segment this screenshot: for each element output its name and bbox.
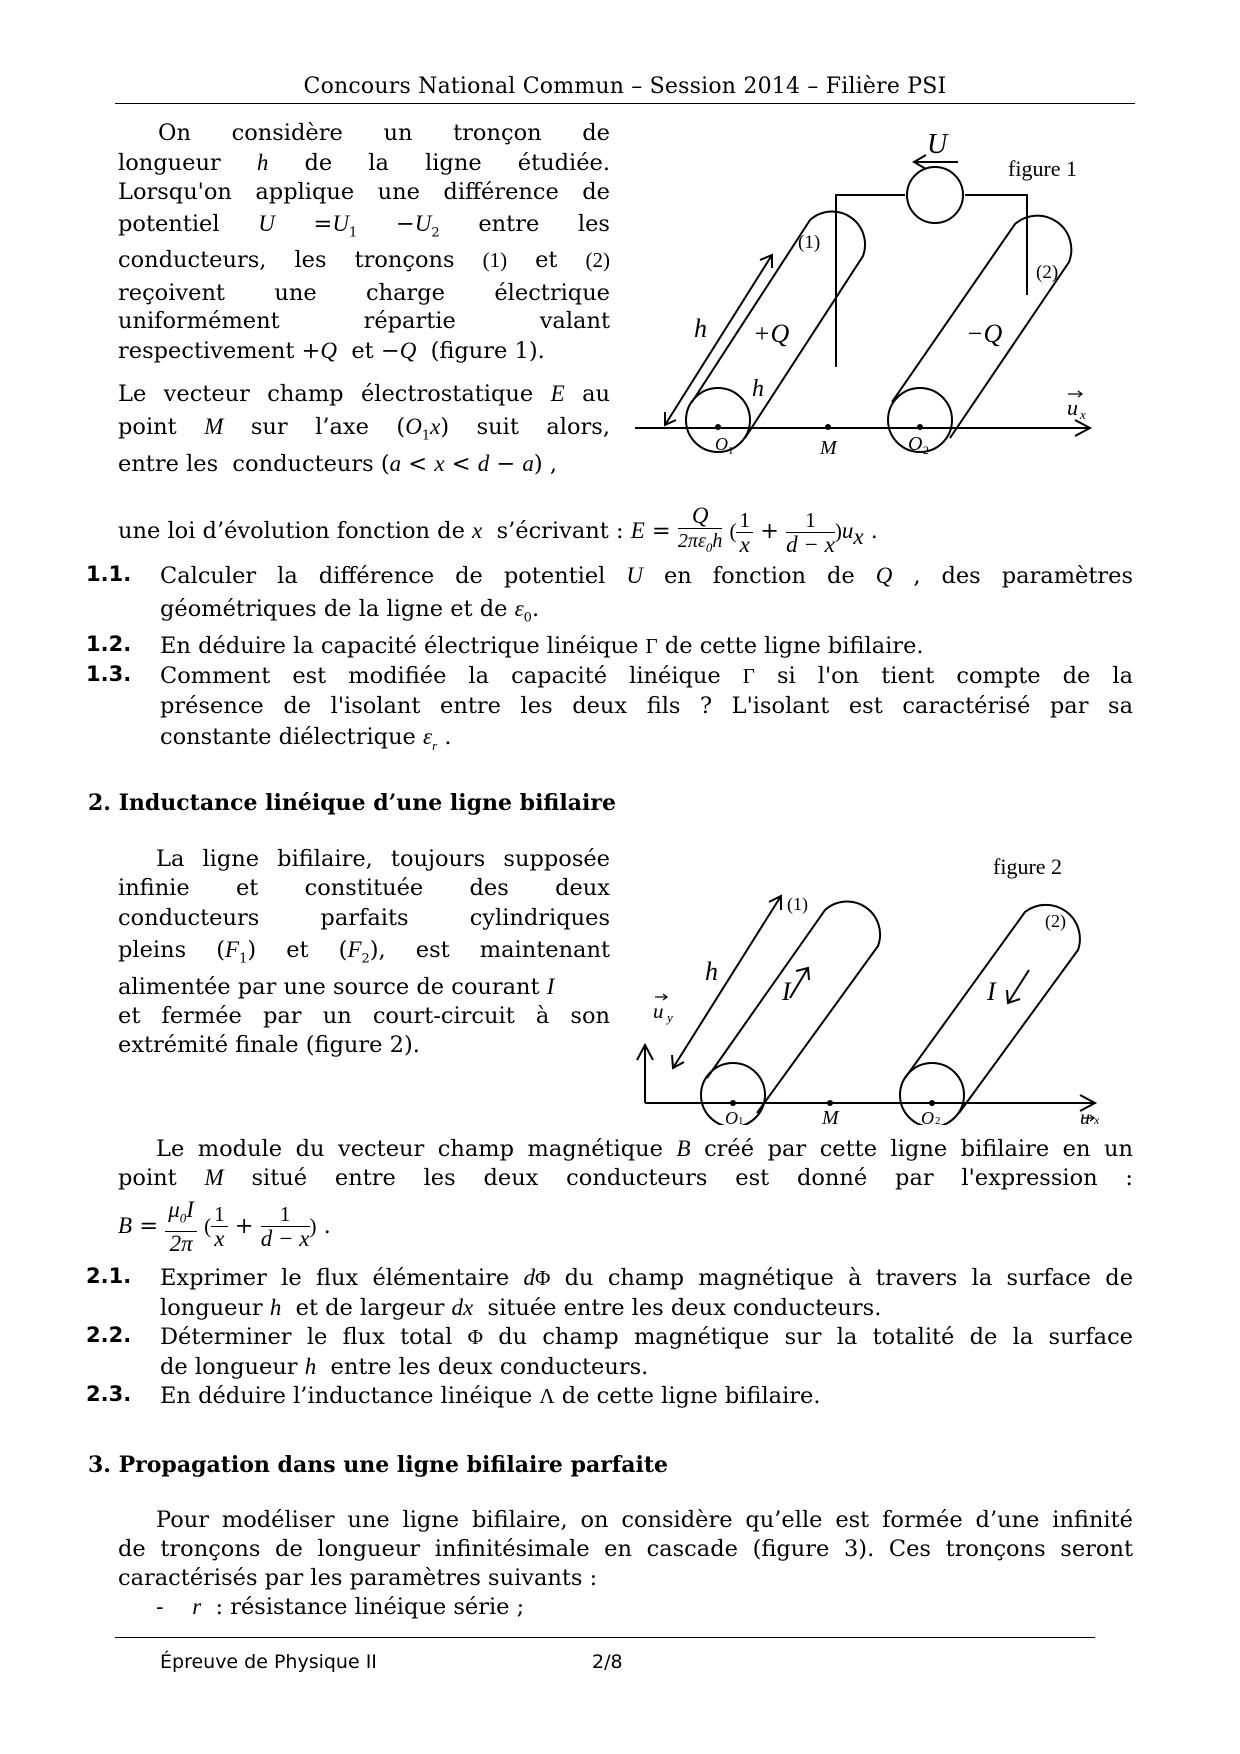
q-2-3-line-1: En déduire l’inductance linéique Λ de cette ligne bifilaire. (160, 1383, 821, 1409)
q-2-2-number: 2.2. (86, 1323, 132, 1347)
q-2-3-number: 2.3. (86, 1382, 132, 1406)
fig1-caption: figure 1 (1008, 156, 1078, 181)
fig2-I-label-1: I (782, 977, 791, 1006)
fig1-O2-sub: 2 (923, 443, 929, 457)
fig1-ux-label: u (1067, 395, 1078, 420)
fig1-conductor-2-label: (2) (1036, 262, 1059, 283)
intro-line-3: Lorsqu'on applique une différence de (118, 179, 610, 205)
fig1-O2-label: O (908, 433, 923, 455)
fig1-O1-label: O (715, 434, 728, 454)
fig2-caption: figure 2 (993, 854, 1063, 879)
q-1-1-line-2: géométriques de la ligne et de $\varepsilon_0$. (160, 596, 540, 626)
intro-line-8: respectivement +Q et −Q (figure 1). (118, 338, 545, 364)
intro-line-2: longueur h de la ligne étudiée. (118, 150, 610, 176)
prop-line-2: de tronçons de longueur infinitésimale en cascade (figure 3). Ces tronçons seront (118, 1536, 1133, 1562)
q-2-2-line-1: Déterminer le flux total Φ du champ magnétique sur la totalité de la surface (160, 1324, 1133, 1350)
fig1-M-label: M (820, 437, 837, 459)
fig2-uy-sub: y (667, 1010, 673, 1025)
fig1-h-label-2: h (752, 376, 764, 402)
prop-list-item-1: - r : résistance linéique série ; (156, 1594, 525, 1620)
intro2-line-2: infinie et constituée des deux (118, 875, 610, 901)
section-2-title: 2. Inductance linéique d’une ligne bifilaire (88, 790, 616, 816)
section-3-title: 3. Propagation dans une ligne bifilaire parfaite (88, 1452, 669, 1478)
e-field-line: une loi d’évolution fonction de x s’écrivant : E = $\frac{Q}{2\pi\varepsilon_0h}$ ( $\frac{1}{x}$ + $\frac{1}{d - x}$ )$u_x$ . (118, 503, 878, 557)
q-2-1-line-2: longueur h et de largeur dx située entre les deux conducteurs. (160, 1295, 882, 1321)
q-2-1-number: 2.1. (86, 1264, 132, 1288)
q-1-3-line-1: Comment est modifiée la capacité linéique Γ si l'on tient compte de la (160, 663, 1134, 689)
fig2-O2-sub: 2 (935, 1115, 941, 1125)
fig2-O2-label: O (921, 1108, 934, 1125)
prop-line-3: caractérisés par les paramètres suivants : (118, 1565, 598, 1591)
intro-line-4: potentiel $U =U_1 -U_2$ entre les (118, 211, 610, 241)
header-rule (115, 103, 1135, 104)
fig1-minus-q: −Q (966, 319, 1003, 348)
q-2-2-line-2: de longueur h entre les deux conducteurs. (160, 1354, 649, 1380)
figure-1 (620, 120, 1120, 480)
q-1-1-line-1: Calculer la différence de potentiel U en fonction de Q , des paramètres (160, 563, 1134, 589)
fig2-conductor-1-label: (1) (787, 894, 808, 914)
fig2-O1-sub: 1 (738, 1115, 744, 1125)
intro-line-1: On considère un tronçon de (158, 120, 610, 146)
fig2-I-label-2: I (987, 977, 996, 1006)
fig2-uy-label: u (653, 999, 664, 1023)
intro-line-6: reçoivent une charge électrique (118, 280, 610, 306)
q-1-1-number: 1.1. (86, 562, 132, 586)
intro2-line-4: pleins $(F_1)$ et $(F_2)$, est maintenant (118, 937, 611, 967)
intro-line-5: conducteurs, les tronçons (1) et (2) (118, 247, 610, 273)
intro-line-11: entre les conducteurs (a < x < d − a) , (118, 451, 557, 477)
prop-line-1: Pour modéliser une ligne bifilaire, on considère qu’elle est formée d’une infinité (156, 1507, 1133, 1533)
q-1-3-line-3: constante diélectrique $\varepsilon_r$ . (160, 724, 452, 753)
intro2-line-7: extrémité finale (figure 2). (118, 1032, 420, 1058)
intro-line-9: Le vecteur champ électrostatique E au (118, 381, 610, 407)
fig1-U-label: U (927, 129, 948, 160)
intro2-line-5: alimentée par une source de courant I (118, 974, 555, 1000)
fig2-h-label: h (705, 957, 718, 986)
intro2-line-6: et fermée par un court-circuit à son (118, 1003, 610, 1029)
footer-exam-title: Épreuve de Physique II (160, 1651, 377, 1673)
q-1-3-line-2: présence de l'isolant entre les deux fils ? L'isolant est caractérisé par sa (160, 693, 1133, 719)
intro2-line-3: conducteurs parfaits cylindriques (118, 905, 610, 931)
figure-2 (625, 850, 1115, 1125)
intro2-line-1: La ligne bifilaire, toujours supposée (156, 846, 610, 872)
page-header: Concours National Commun – Session 2014 – Filière PSI (303, 74, 947, 99)
fig2-ux-label: u (1080, 1107, 1090, 1125)
fig1-plus-q: +Q (753, 319, 790, 348)
q-1-2-line-1: En déduire la capacité électrique linéique Γ de cette ligne bifilaire. (160, 633, 924, 659)
b-field-expression: B = $\frac{\mu_0I}{2\pi}$ ( $\frac{1}{x}$ + $\frac{1}{d - x}$ ) . (118, 1197, 331, 1256)
q-1-2-number: 1.2. (86, 632, 132, 656)
footer-page-number: 2/8 (592, 1651, 623, 1673)
q-2-1-line-1: Exprimer le flux élémentaire dΦ du champ magnétique à travers la surface de (160, 1265, 1134, 1291)
intro-line-7: uniformément répartie valant (118, 308, 610, 334)
q-1-3-number: 1.3. (86, 662, 132, 686)
fig2-O1-label: O (725, 1108, 738, 1125)
intro-line-10: point M sur l’axe $(O_1x)$ suit alors, (118, 414, 610, 444)
magnetic-line-2: point M situé entre les deux conducteurs est donné par l'expression : (118, 1165, 1133, 1191)
fig2-M-label: M (822, 1107, 839, 1125)
fig2-ux-sub: x (1094, 1113, 1100, 1125)
fig1-O1-sub: 1 (728, 445, 734, 457)
fig1-ux-sub: x (1080, 407, 1086, 422)
fig1-h-label: h (694, 314, 707, 343)
fig1-conductor-1-label: (1) (798, 232, 821, 253)
footer-rule (115, 1637, 1095, 1638)
magnetic-line-1: Le module du vecteur champ magnétique B créé par cette ligne bifilaire en un (156, 1136, 1133, 1162)
fig2-conductor-2-label: (2) (1045, 911, 1066, 931)
